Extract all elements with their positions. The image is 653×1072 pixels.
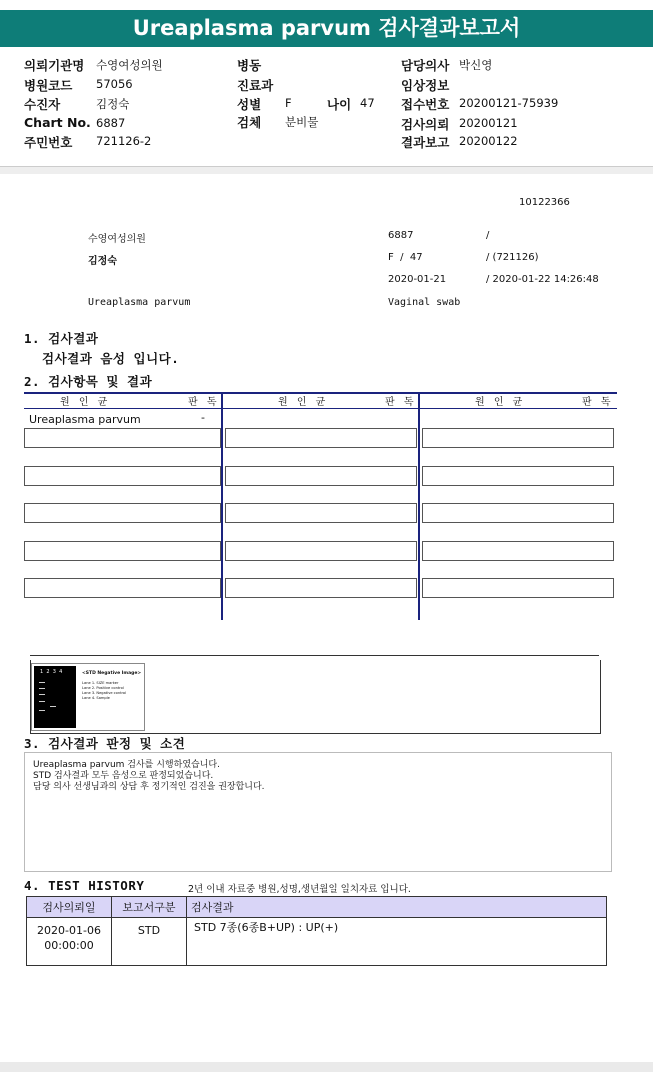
report-date1: 2020-01-21 xyxy=(388,274,447,285)
result-box xyxy=(225,541,417,561)
inst-value: 수영여성의원 xyxy=(96,58,163,72)
gel-title: <STD Negative Image> xyxy=(82,671,142,676)
report-specimen: Vaginal swab xyxy=(388,297,461,308)
gel-top-line xyxy=(30,655,599,656)
gel-image xyxy=(34,666,76,728)
result-box xyxy=(422,578,614,598)
patient-info-panel xyxy=(0,52,653,167)
gel-lane-numbers: 1 2 3 4 xyxy=(40,669,63,675)
result-box xyxy=(422,541,614,561)
history-result: STD 7종(6종B+UP) : UP(+) xyxy=(187,918,607,966)
request-label: 검사의뢰 xyxy=(401,117,450,132)
section1-title: 1. 검사결과 xyxy=(24,331,99,346)
dept-label: 진료과 xyxy=(237,78,274,93)
ward-label: 병동 xyxy=(237,58,262,73)
report-number: 10122366 xyxy=(519,197,570,208)
gel-image-panel xyxy=(31,663,145,731)
section3-title: 3. 검사결과 판정 및 소견 xyxy=(24,736,186,751)
specimen-value: 분비물 xyxy=(285,115,319,129)
divider xyxy=(0,167,653,174)
doctor-value: 박신영 xyxy=(459,58,493,72)
patient-label: 수진자 xyxy=(24,97,61,112)
specimen-label: 검체 xyxy=(237,115,262,130)
history-header-type: 보고서구분 xyxy=(112,897,187,918)
page-footer xyxy=(0,1062,653,1072)
history-date: 2020-01-06 xyxy=(37,924,101,937)
opinion-box xyxy=(24,752,612,872)
report-birth: / (721126) xyxy=(486,252,539,263)
history-header-date: 검사의뢰일 xyxy=(27,897,112,918)
report-title: Ureaplasma parvum 검사결과보고서 xyxy=(0,10,653,47)
report-value: 20200122 xyxy=(459,134,518,148)
gel-line-3: Lane 3. Negative control xyxy=(82,691,127,695)
report-inst: 수영여성의원 xyxy=(88,234,146,245)
report-label: 결과보고 xyxy=(401,135,450,150)
opinion-line-3: 담당 의사 선생님과의 상담 후 정기적인 검진을 권장합니다. xyxy=(33,782,265,792)
result-box xyxy=(24,428,221,448)
section2-title: 2. 검사항목 및 결과 xyxy=(24,374,153,389)
result-box xyxy=(225,503,417,523)
result-box xyxy=(225,428,417,448)
grid-divider-1 xyxy=(221,392,223,620)
section1-text: 검사결과 음성 입니다. xyxy=(42,351,180,366)
history-table xyxy=(26,896,607,966)
result-box xyxy=(422,428,614,448)
history-note: 2년 이내 자료중 병원,성명,생년월일 일치자료 입니다. xyxy=(188,884,411,895)
result-box xyxy=(225,466,417,486)
result-box xyxy=(422,466,614,486)
receipt-value: 20200121-75939 xyxy=(459,96,559,110)
section4-title: 4. TEST HISTORY xyxy=(24,878,145,893)
gel-line-2: Lane 2. Positive control xyxy=(82,686,124,690)
grid-divider-2 xyxy=(418,392,420,620)
doctor-label: 담당의사 xyxy=(401,58,450,73)
code-value: 57056 xyxy=(96,77,133,91)
clinical-label: 임상정보 xyxy=(401,78,450,93)
gel-line-1: Lane 1. SIZE marker xyxy=(82,681,119,685)
code-label: 병원코드 xyxy=(24,78,73,93)
inst-label: 의뢰기관명 xyxy=(24,58,85,73)
report-test: Ureaplasma parvum xyxy=(88,297,191,308)
id-label: 주민번호 xyxy=(24,135,73,150)
col-judge-2: 판 독 xyxy=(385,397,417,408)
row1-result: - xyxy=(201,411,205,424)
receipt-label: 접수번호 xyxy=(401,97,450,112)
result-box xyxy=(24,541,221,561)
report-name: 김정숙 xyxy=(88,256,117,267)
result-box xyxy=(225,578,417,598)
result-box xyxy=(24,466,221,486)
chart-label: Chart No. xyxy=(24,115,91,130)
patient-value: 김정숙 xyxy=(96,97,130,111)
report-slash: / xyxy=(486,230,490,241)
opinion-line-2: STD 검사결과 모두 음성으로 판정되었습니다. xyxy=(33,771,214,781)
request-value: 20200121 xyxy=(459,116,518,130)
sex-value: F xyxy=(285,96,292,110)
age-label: 나이 xyxy=(327,97,352,112)
gel-line-4: Lane 4. Sample xyxy=(82,696,110,700)
opinion-line-1: Ureaplasma parvum 검사를 시행하였습니다. xyxy=(33,760,220,770)
age-value: 47 xyxy=(360,96,375,110)
chart-value: 6887 xyxy=(96,116,126,130)
history-time: 00:00:00 xyxy=(44,939,94,952)
col-pathogen-1: 원 인 균 xyxy=(60,397,111,408)
col-pathogen-3: 원 인 균 xyxy=(475,397,526,408)
history-type: STD xyxy=(112,918,187,966)
result-box xyxy=(24,578,221,598)
row1-pathogen: Ureaplasma parvum xyxy=(29,413,141,426)
table-row xyxy=(27,918,607,966)
report-date2: / 2020-01-22 14:26:48 xyxy=(486,274,599,285)
report-chart: 6887 xyxy=(388,230,414,241)
col-judge-1: 판 독 xyxy=(188,397,220,408)
grid-header-line xyxy=(24,408,617,409)
col-judge-3: 판 독 xyxy=(582,397,614,408)
id-value: 721126-2 xyxy=(96,134,152,148)
history-header-result: 검사결과 xyxy=(187,897,607,918)
result-box xyxy=(422,503,614,523)
result-box xyxy=(24,503,221,523)
col-pathogen-2: 원 인 균 xyxy=(278,397,329,408)
sex-label: 성별 xyxy=(237,97,262,112)
report-sexage: F / 47 xyxy=(388,252,423,263)
